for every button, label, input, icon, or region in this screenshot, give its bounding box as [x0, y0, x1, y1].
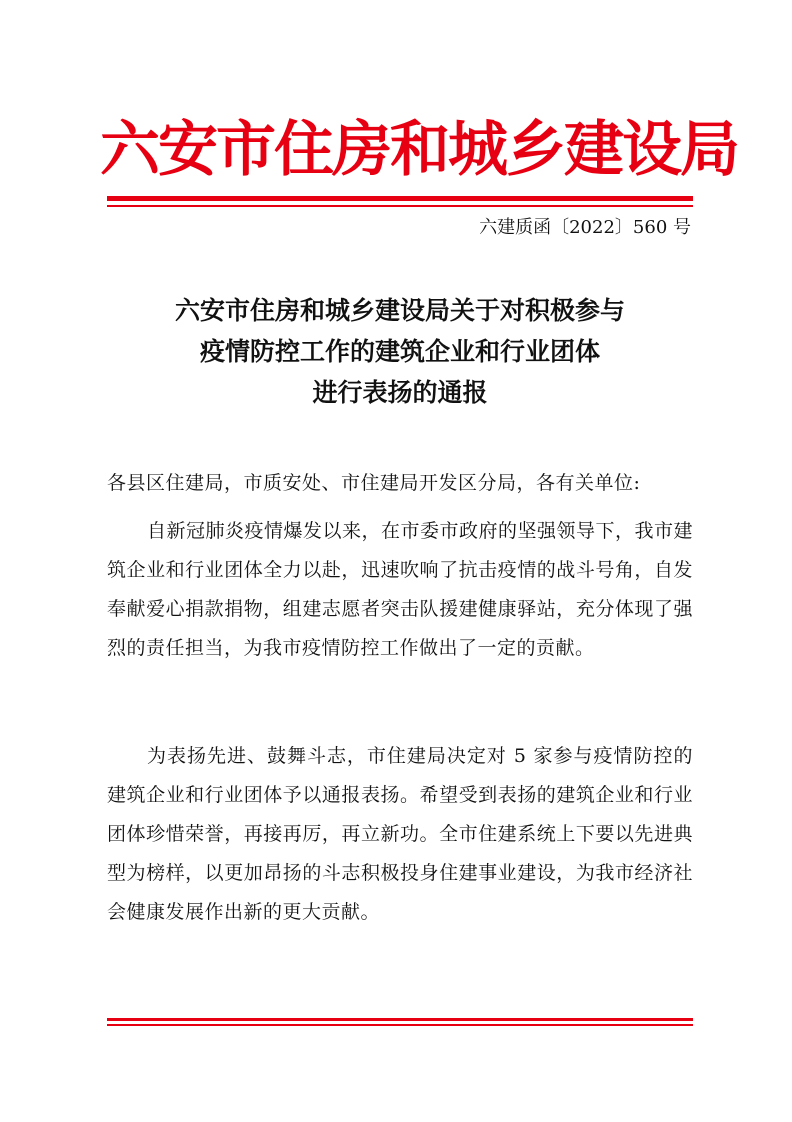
footer-divider-thick — [107, 1018, 693, 1021]
document-title-line-3: 进行表扬的通报 — [312, 378, 488, 407]
document-title-line-1: 六安市住房和城乡建设局关于对积极参与 — [174, 296, 625, 325]
salutation: 各县区住建局，市质安处、市住建局开发区分局，各有关单位: — [107, 472, 641, 494]
body-paragraph-1: 自新冠肺炎疫情爆发以来，在市委市政府的坚强领导下，我市建筑企业和行业团体全力以赴，迅速吹响了抗击疫情的战斗号角，自发奉献爱心捐款捐物，组建志愿者突击队援建健康驿站，充分体现了强烈的责任担当，为我市疫情防控工作做出了一定的贡献。 — [107, 520, 694, 659]
header-divider-thick — [107, 196, 693, 201]
agency-header-title: 六安市住房和城乡建设局 — [100, 115, 738, 185]
body-paragraph-2: 为表扬先进、鼓舞斗志，市住建局决定对 5 家参与疫情防控的建筑企业和行业团体予以通报表扬。希望受到表扬的建筑企业和行业团体珍惜荣誉，再接再厉，再立新功。全市住建系统上下要以先进典型为榜样，以更加昂扬的斗志积极投身住建事业建设，为我市经济社会健康发展作出新的更大贡献。 — [107, 745, 693, 923]
document-title — [100, 290, 700, 413]
document-title-line-2: 疫情防控工作的建筑企业和行业团体 — [199, 337, 600, 366]
footer-divider-thin — [107, 1024, 693, 1026]
header-divider-thin — [107, 205, 693, 207]
document-number: 六建质函〔2022〕560 号 — [479, 217, 691, 238]
